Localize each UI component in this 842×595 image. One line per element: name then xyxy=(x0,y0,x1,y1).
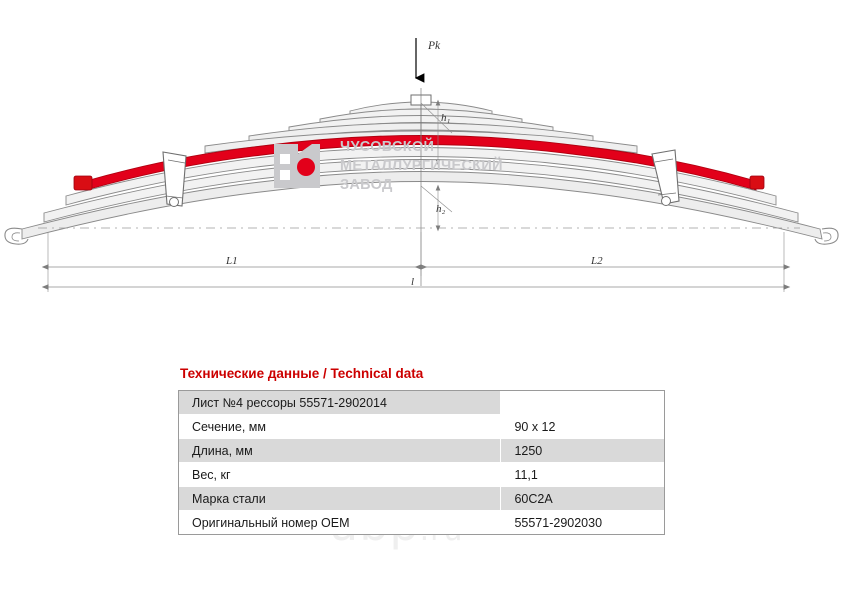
row-label-length: Длина, мм xyxy=(179,439,501,463)
technical-data-title: Технические данные / Technical data xyxy=(180,366,424,381)
table-header-cell: Лист №4 рессоры 55571-2902014 xyxy=(179,391,501,415)
watermark-line-2: МЕТАЛЛУРГИЧЕСКИЙ xyxy=(340,158,503,174)
row-value-weight: 11,1 xyxy=(501,463,665,487)
leaf-stack xyxy=(5,95,838,244)
label-l1: L1 xyxy=(226,255,238,267)
row-label-steel-grade: Марка стали xyxy=(179,487,501,511)
technical-data-table xyxy=(178,390,665,535)
label-h2: h₂ xyxy=(436,203,446,215)
length-dimensions xyxy=(48,232,784,292)
table-row-header xyxy=(179,391,665,415)
table-row xyxy=(179,415,665,439)
label-l-total: l xyxy=(411,276,415,288)
table-row xyxy=(179,463,665,487)
watermark-line-1: ЧУСОВСКОЙ xyxy=(340,139,435,155)
row-value-oem: 55571-2902030 xyxy=(501,511,665,535)
label-load-pk: Pk xyxy=(428,40,441,52)
row-label-oem: Оригинальный номер ОЕМ xyxy=(179,511,501,535)
clamp-left xyxy=(163,152,186,207)
row-label-weight: Вес, кг xyxy=(179,463,501,487)
technical-data-table-frame xyxy=(178,390,665,535)
table-row xyxy=(179,439,665,463)
technical-data-block xyxy=(178,366,665,535)
row-value-length: 1250 xyxy=(501,439,665,463)
row-value-steel-grade: 60С2А xyxy=(501,487,665,511)
label-h1: h₁ xyxy=(441,112,451,124)
row-value-section: 90 х 12 xyxy=(501,415,665,439)
row-label-section: Сечение, мм xyxy=(179,415,501,439)
watermark-line-3: ЗАВОД xyxy=(340,177,393,193)
table-row xyxy=(179,511,665,535)
label-l2: L2 xyxy=(591,255,603,267)
table-row xyxy=(179,487,665,511)
